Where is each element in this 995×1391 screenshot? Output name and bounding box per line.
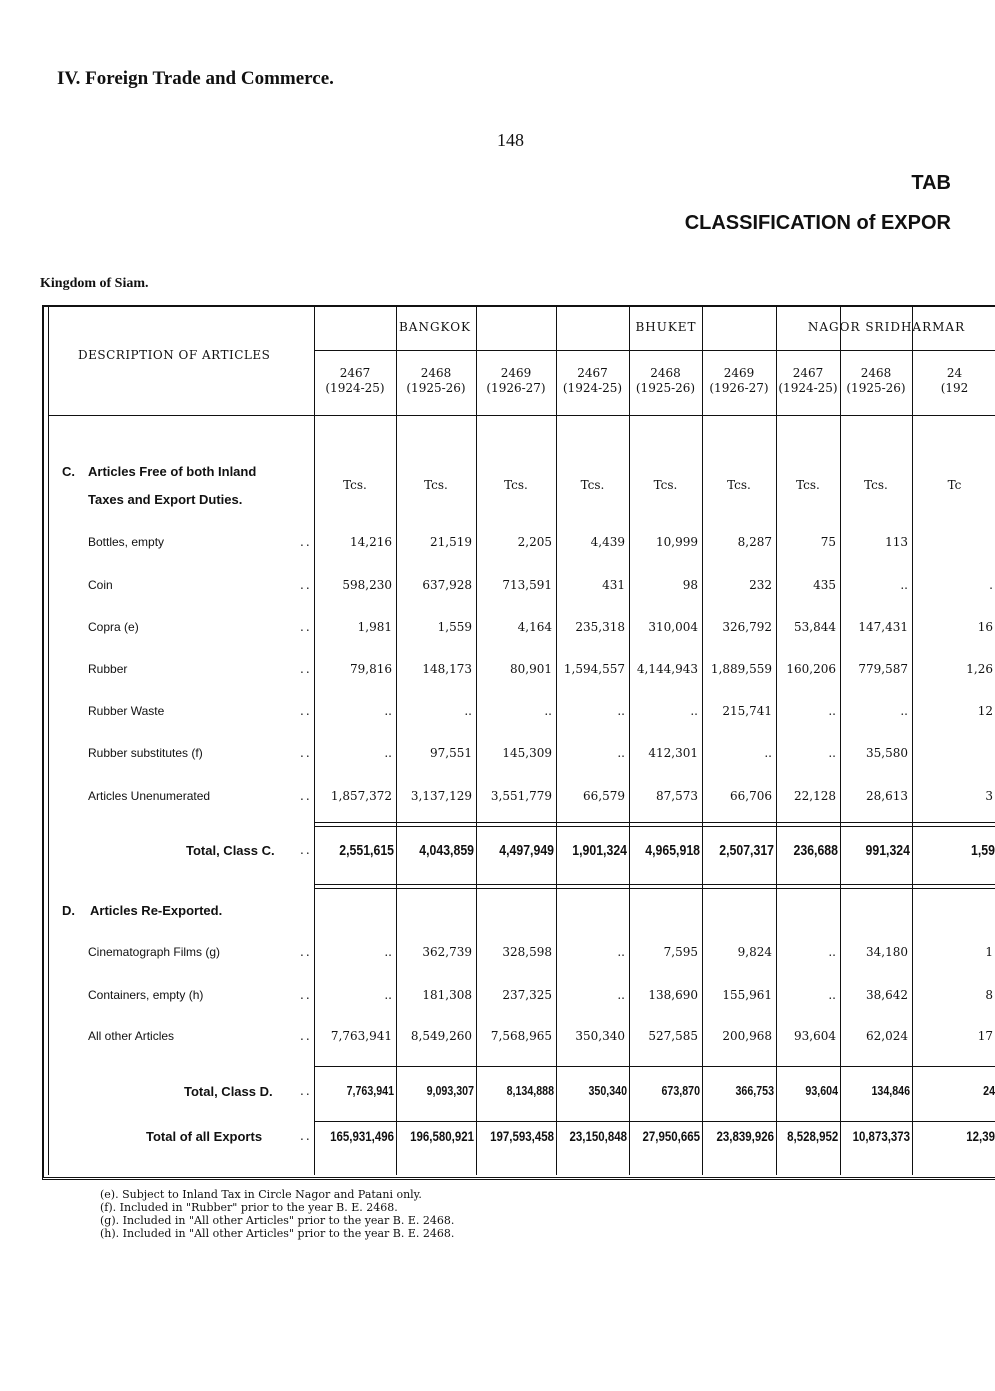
total-c-rule [314, 822, 995, 827]
table-cell: .. [828, 704, 836, 718]
leader-dots: .. [300, 1029, 312, 1043]
table-cell: 98 [682, 578, 698, 592]
table-cell: 4,144,943 [636, 662, 698, 676]
leader-dots: .. [300, 789, 312, 803]
table-cell: 4,164 [517, 620, 552, 634]
table-cell: .. [900, 578, 908, 592]
table-cell: 328,598 [502, 945, 552, 959]
total-class-c-cell: 4,965,918 [645, 842, 700, 859]
leader-dots: .. [300, 620, 312, 634]
year-header: 2468 (1925-26) [406, 366, 466, 395]
unit-label: Tcs. [796, 478, 820, 492]
table-cell: 779,587 [858, 662, 908, 676]
exports-table-frame [42, 305, 995, 1180]
grand-total-cell: 12,39 [966, 1128, 995, 1144]
column-rule [48, 305, 49, 1175]
table-cell: .. [384, 704, 392, 718]
table-cell: 66,579 [583, 789, 625, 803]
unit-label: Tc [947, 478, 962, 492]
year-header: 2467 (1924-25) [778, 366, 838, 395]
column-rule [840, 305, 841, 1175]
year-header: 2469 (1926-27) [486, 366, 546, 395]
table-cell: 7,595 [663, 945, 698, 959]
row-label: Bottles, empty [88, 535, 165, 549]
table-cell: 38,642 [866, 988, 908, 1002]
total-class-d-cell: 8,134,888 [506, 1083, 554, 1098]
year-header: 2469 (1926-27) [709, 366, 769, 395]
class-c-letter: C. [62, 464, 75, 479]
table-cell: 79,816 [350, 662, 392, 676]
table-cell: 147,431 [858, 620, 908, 634]
grand-total-cell: 27,950,665 [642, 1128, 700, 1144]
table-cell: 97,551 [430, 746, 472, 760]
table-cell: 28,613 [866, 789, 908, 803]
grand-total-cell: 8,528,952 [787, 1128, 839, 1144]
region-group-header: BANGKOK [398, 320, 471, 334]
table-cell: 22,128 [794, 789, 836, 803]
total-class-c-cell: 236,688 [793, 842, 838, 859]
total-class-c-cell: 2,551,615 [339, 842, 394, 859]
table-cell: 155,961 [722, 988, 772, 1002]
table-cell: 598,230 [342, 578, 392, 592]
table-cell: 326,792 [722, 620, 772, 634]
table-cell: 8,287 [737, 535, 772, 549]
grand-total-cell: 23,839,926 [716, 1128, 774, 1144]
total-class-d-cell: 93,604 [805, 1083, 838, 1098]
unit-label: Tcs. [343, 478, 367, 492]
grand-total-cell: 197,593,458 [490, 1128, 554, 1144]
table-title: CLASSIFICATION of EXPOR [684, 212, 951, 234]
table-cell: .. [384, 945, 392, 959]
table-cell: 14,216 [350, 535, 392, 549]
table-cell: 113 [885, 535, 908, 549]
table-cell: 350,340 [575, 1029, 625, 1043]
table-cell: 200,968 [722, 1029, 772, 1043]
total-class-c-cell: 1,59 [971, 842, 995, 859]
table-cell: .. [617, 704, 625, 718]
total-class-c-cell: 4,043,859 [419, 842, 474, 859]
table-cell: 9,824 [737, 945, 772, 959]
total-class-d-cell: 134,846 [871, 1083, 910, 1098]
footnotes [100, 1188, 454, 1240]
total-class-d-cell: 350,340 [588, 1083, 627, 1098]
table-cell: 21,519 [430, 535, 472, 549]
table-cell: 35,580 [866, 746, 908, 760]
grand-total-cell: 196,580,921 [410, 1128, 474, 1144]
table-cell: 145,309 [502, 746, 552, 760]
table-cell: 7,763,941 [330, 1029, 392, 1043]
table-cell: 3,137,129 [410, 789, 472, 803]
table-cell: 12 [977, 704, 993, 718]
row-label: Articles Unenumerated [88, 789, 211, 803]
leader-dots: .. [300, 578, 312, 592]
region-group-header: BHUKET [635, 320, 697, 334]
grand-total-label: Total of all Exports [146, 1129, 263, 1144]
class-d-letter: D. [62, 903, 75, 918]
table-cell: 362,739 [422, 945, 472, 959]
table-cell: 3 [985, 789, 993, 803]
unit-label: Tcs. [580, 478, 605, 492]
table-cell: .. [544, 704, 552, 718]
grand-total-cell: 23,150,848 [569, 1128, 627, 1144]
table-cell: .. [828, 988, 836, 1002]
leader-dots: .. [300, 1084, 312, 1098]
column-rule [912, 305, 913, 1175]
total-class-d-cell: 24 [983, 1083, 995, 1098]
table-cell: 53,844 [794, 620, 836, 634]
unit-label: Tcs. [727, 478, 751, 492]
section-title: IV. Foreign Trade and Commerce. [57, 68, 334, 89]
table-label: TAB [911, 172, 951, 194]
table-cell: 8 [985, 988, 993, 1002]
table-cell: 527,585 [648, 1029, 698, 1043]
table-cell: 3,551,779 [490, 789, 552, 803]
year-header: 24 (192 [940, 366, 969, 395]
table-cell: .. [617, 988, 625, 1002]
table-cell: 237,325 [502, 988, 552, 1002]
column-rule [556, 305, 557, 1175]
table-cell: 34,180 [866, 945, 908, 959]
table-cell: 148,173 [422, 662, 472, 676]
total-class-c-cell: 991,324 [865, 842, 910, 859]
region-label: Kingdom of Siam. [40, 276, 149, 291]
footnote: (h). Included in "All other Articles" prior to the year B. E. 2468. [100, 1227, 455, 1240]
footnote: (g). Included in "All other Articles" prior to the year B. E. 2468. [100, 1214, 455, 1227]
table-cell: 4,439 [590, 535, 625, 549]
table-cell: 1,594,557 [563, 662, 625, 676]
table-cell: 7,568,965 [490, 1029, 552, 1043]
table-cell: 232 [749, 578, 772, 592]
total-class-d-cell: 9,093,307 [426, 1083, 474, 1098]
row-label: Rubber Waste [88, 704, 165, 718]
class-d-title: Articles Re-Exported. [90, 903, 223, 918]
table-cell: 1,981 [357, 620, 392, 634]
table-cell: 235,318 [575, 620, 625, 634]
table-cell: .. [384, 988, 392, 1002]
table-cell: .. [617, 746, 625, 760]
total-class-c-cell: 2,507,317 [719, 842, 774, 859]
table-cell: .. [384, 746, 392, 760]
leader-dots: .. [300, 662, 312, 676]
table-cell: 412,301 [648, 746, 698, 760]
table-cell: .. [828, 746, 836, 760]
table-cell: . [989, 578, 993, 592]
row-label: Rubber [88, 662, 128, 676]
table-cell: 1,559 [437, 620, 472, 634]
page-number: 148 [497, 130, 524, 150]
header-rule [48, 415, 995, 416]
year-header: 2468 (1925-26) [846, 366, 906, 395]
table-cell: 80,901 [510, 662, 552, 676]
table-cell: 17 [977, 1029, 993, 1043]
row-label: Copra (e) [88, 620, 139, 634]
table-cell: .. [617, 945, 625, 959]
column-rule [476, 305, 477, 1175]
total-class-c-cell: 4,497,949 [499, 842, 554, 859]
footnote: (f). Included in "Rubber" prior to the year B. E. 2468. [100, 1201, 398, 1214]
grand-total-cell: 165,931,496 [330, 1128, 394, 1144]
group-rule [314, 350, 995, 351]
column-rule [629, 305, 630, 1175]
leader-dots: .. [300, 704, 312, 718]
leader-dots: .. [300, 988, 312, 1002]
table-cell: 8,549,260 [410, 1029, 472, 1043]
total-class-d-cell: 7,763,941 [346, 1083, 394, 1098]
year-header: 2468 (1925-26) [635, 366, 696, 395]
column-rule [776, 305, 777, 1175]
leader-dots: .. [300, 1129, 312, 1143]
row-label: Containers, empty (h) [88, 988, 204, 1002]
table-cell: 16 [977, 620, 993, 634]
table-cell: 1,889,559 [710, 662, 772, 676]
table-cell: .. [900, 704, 908, 718]
table-cell: 2,205 [517, 535, 552, 549]
table-cell: 637,928 [422, 578, 472, 592]
table-cell: 75 [820, 535, 836, 549]
table-cell: 215,741 [722, 704, 772, 718]
table-cell: .. [464, 704, 472, 718]
leader-dots: .. [300, 746, 312, 760]
column-rule [314, 305, 315, 1175]
table-cell: 87,573 [656, 789, 698, 803]
footnote: (e). Subject to Inland Tax in Circle Nagor and Patani only. [100, 1188, 422, 1201]
total-class-d-label: Total, Class D. [184, 1084, 273, 1099]
table-cell: .. [764, 746, 772, 760]
table-cell: .. [828, 945, 836, 959]
year-header: 2467 (1924-25) [325, 366, 385, 395]
table-cell: 66,706 [730, 789, 772, 803]
unit-label: Tcs. [504, 478, 528, 492]
table-cell: 160,206 [786, 662, 836, 676]
total-d-rule [314, 1066, 995, 1067]
row-label: All other Articles [88, 1029, 175, 1043]
unit-label: Tcs. [424, 478, 448, 492]
total-class-d-cell: 673,870 [661, 1083, 700, 1098]
total-c-rule-bottom [314, 884, 995, 889]
table-cell: 138,690 [648, 988, 698, 1002]
column-rule [702, 305, 703, 1175]
class-c-subtitle: Taxes and Export Duties. [88, 492, 243, 507]
table-cell: 713,591 [502, 578, 552, 592]
table-cell: 435 [813, 578, 836, 592]
leader-dots: .. [300, 945, 312, 959]
table-cell: 181,308 [422, 988, 472, 1002]
class-c-title: Articles Free of both Inland [88, 464, 257, 479]
total-class-c-label: Total, Class C. [186, 843, 275, 858]
description-header: DESCRIPTION OF ARTICLES [78, 348, 271, 362]
grand-total-cell: 10,873,373 [852, 1128, 911, 1144]
unit-label: Tcs. [864, 478, 888, 492]
leader-dots: .. [300, 535, 312, 549]
row-label: Coin [88, 578, 113, 592]
table-cell: 310,004 [648, 620, 698, 634]
column-rule [396, 305, 397, 1175]
table-cell: .. [690, 704, 698, 718]
table-cell: 10,999 [656, 535, 698, 549]
unit-label: Tcs. [653, 478, 678, 492]
table-cell: 431 [602, 578, 625, 592]
row-label: Rubber substitutes (f) [88, 746, 203, 760]
total-class-c-cell: 1,901,324 [572, 842, 627, 859]
row-label: Cinematograph Films (g) [88, 945, 221, 959]
table-cell: 1,26 [966, 662, 993, 676]
table-cell: 62,024 [866, 1029, 908, 1043]
year-header: 2467 (1924-25) [562, 366, 623, 395]
total-d-rule-bottom [314, 1121, 995, 1122]
table-cell: 1 [985, 945, 993, 959]
table-cell: 93,604 [794, 1029, 836, 1043]
leader-dots: .. [300, 843, 312, 857]
region-group-header: NAGOR SRIDHARMAR [807, 320, 966, 334]
table-cell: 1,857,372 [330, 789, 392, 803]
total-class-d-cell: 366,753 [735, 1083, 774, 1098]
